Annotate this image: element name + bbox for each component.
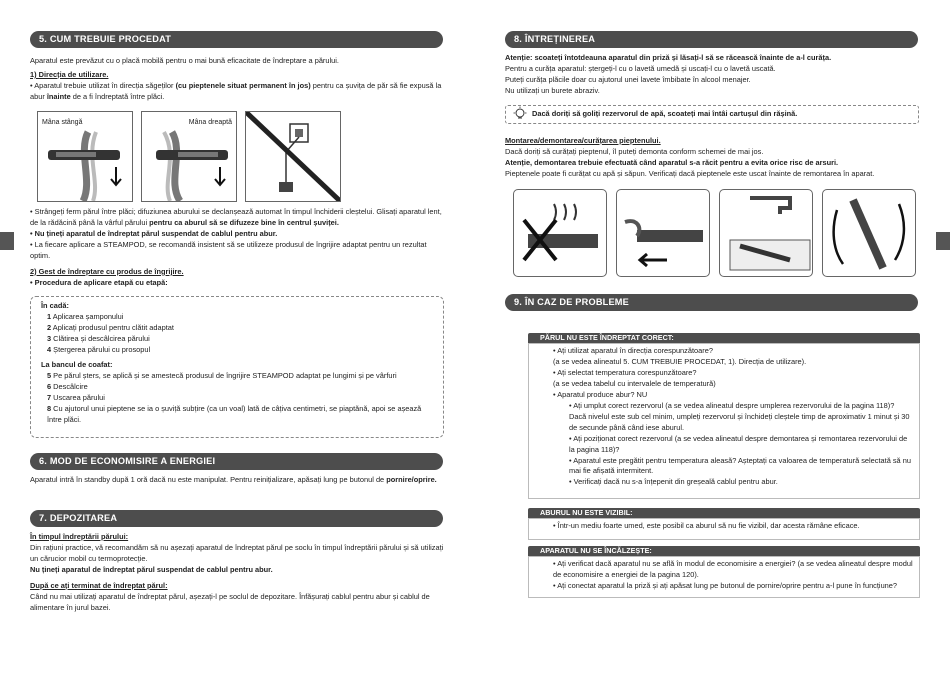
comb-remove-illustration bbox=[617, 190, 709, 276]
comb-reinsert-illustration bbox=[823, 190, 915, 276]
problem-3-box bbox=[528, 556, 920, 598]
problem-check-item: • Ați umplut corect rezervorul (a se vedea alineatul despre umplerea rezervorului de la pagina 118)? Dacă nivelul este sub cel minim, umpleți rezervorul și închideți cleștele timp de aproximativ 1 minut și 30 de secunde până când iese aburul. bbox=[569, 400, 910, 432]
problem-check-item: • Aparatul produce abur? NU bbox=[553, 389, 648, 399]
problem-2-box bbox=[528, 518, 920, 540]
section-5-header: 5. CUM TREBUIE PROCEDAT bbox=[30, 31, 443, 48]
s7-text-2: Când nu mai utilizați aparatul de îndreptat părul, așezați-l pe soclul de depozitare. Înfășurați cablul pentru abur și cablul de alimentare în jurul bazei. bbox=[30, 591, 430, 612]
problem-check-item: • Ați verificat dacă aparatul nu se află în modul de economisire a energiei? (a se vedea alineatul despre modul de economisire a energiei de la pagina 120). bbox=[553, 559, 913, 579]
procedure-step: 4 Ștergerea părului cu prosopul bbox=[47, 344, 151, 354]
tip-box bbox=[505, 105, 919, 124]
procedure-step: 8 Cu ajutorul unui pieptene se ia o șuviță subțire (ca un voal) lată de câțiva centimetri, se piaptănă, apoi se așează între plăci. bbox=[47, 403, 422, 424]
section-6-header: 6. MOD DE ECONOMISIRE A ENERGIEI bbox=[30, 453, 443, 470]
section-5-body bbox=[30, 56, 444, 103]
problem-3-title: APARATUL NU SE ÎNCĂLZEȘTE: bbox=[528, 546, 920, 556]
cada-title: În cadă: bbox=[41, 301, 69, 310]
section-8-body bbox=[505, 53, 919, 97]
section-9-header: 9. ÎN CAZ DE PROBLEME bbox=[505, 294, 918, 311]
problem-check-item: • Ați selectat temperatura corespunzătoare? bbox=[553, 367, 697, 377]
s8-comb-line-2: Atenție, demontarea trebuie efectuată când aparatul s-a răcit pentru a evita orice risc de arsuri. bbox=[505, 157, 839, 167]
problem-1-box bbox=[528, 343, 920, 499]
bancul-title: La bancul de coafat: bbox=[41, 359, 113, 369]
s7-text-1b: Nu țineți aparatul de îndreptat părul suspendat de cablul pentru abur. bbox=[30, 564, 273, 574]
s7-heading-1: În timpul îndreptării părului: bbox=[30, 532, 129, 541]
bancul-steps-list bbox=[41, 371, 436, 426]
section-6-body bbox=[30, 475, 444, 486]
procedure-step: 3 Clătirea și descâlcirea părului bbox=[47, 333, 150, 343]
page-edge-tab-right bbox=[936, 232, 950, 250]
comb-section bbox=[505, 136, 919, 180]
figure-left-hand-label: Mâna stângă bbox=[42, 119, 83, 126]
problem-3-list bbox=[529, 557, 919, 592]
s8-comb-heading: Montarea/demontarea/curățarea pieptenului. bbox=[505, 136, 661, 145]
procedure-step: 2 Aplicați produsul pentru clătit adaptat bbox=[47, 322, 174, 332]
problem-check-item: • Ați conectat aparatul la priză și ați apăsat lung pe butonul de pornire/oprire pentru a-l pune în funcțiune? bbox=[553, 580, 898, 590]
figure-comb-cleaning-2 bbox=[616, 189, 710, 277]
figure-left-hand bbox=[37, 111, 133, 202]
s6-text: Aparatul intră în standby după 1 oră dacă nu este manipulat. Pentru reinițializare, apăsați lung pe butonul de pornire/oprire. bbox=[30, 475, 437, 484]
problem-check-item: • Aparatul este pregătit pentru temperatura aleasă? Așteptați ca valoarea de temperatură selectată să nu mai fie afișată intermitent. bbox=[569, 455, 911, 476]
problem-1-title: PĂRUL NU ESTE ÎNDREPTAT CORECT: bbox=[528, 333, 920, 343]
procedure-step: 6 Descâlcire bbox=[47, 381, 88, 391]
s5-gest-sub: • Procedura de aplicare etapă cu etapă: bbox=[30, 277, 168, 287]
procedure-step: 5 Pe părul șters, se aplică și se amestecă produsul de îngrijire STEAMPOD adaptat pe lungimi și pe vârfuri bbox=[47, 370, 397, 380]
procedure-box bbox=[30, 296, 444, 438]
cada-steps-list bbox=[41, 312, 436, 356]
s5-instruction-3: • La fiecare aplicare a STEAMPOD, se recomandă insistent să se utilizeze produsul de îngrijire adaptat pentru un rezultat optim. bbox=[30, 239, 427, 260]
procedure-step: 1 Aplicarea șamponului bbox=[47, 311, 124, 321]
problem-2-list bbox=[529, 519, 919, 532]
s5-direction-heading: 1) Direcția de utilizare. bbox=[30, 69, 109, 79]
s8-line-1: Pentru a curăța aparatul: ștergeți-l cu o lavetă umedă și uscați-l cu o lavetă uscată. bbox=[505, 63, 776, 73]
s7-text-1: Din rațiuni practice, vă recomandăm să nu așezați aparatul de îndreptat părul pe soclu în timpul îndreptării părului și să utilizați un cărucior mobil cu termoprotecție. bbox=[30, 542, 444, 563]
s7-heading-2: După ce ați terminat de îndreptat părul: bbox=[30, 580, 168, 590]
lightbulb-icon bbox=[512, 106, 528, 122]
s8-line-3: Nu utilizați un burete abraziv. bbox=[505, 85, 600, 95]
figure-no-hanging-cable bbox=[245, 111, 341, 202]
section-7-body bbox=[30, 532, 444, 614]
page-edge-tab-left bbox=[0, 232, 14, 250]
s8-line-2: Puteți curăța plăcile doar cu ajutorul unei lavete îmbibate în alcool menajer. bbox=[505, 74, 751, 84]
comb-wash-illustration bbox=[720, 190, 812, 276]
s5-direction-text: • Aparatul trebuie utilizat în direcția săgeților (cu pieptenele situat permanent în jos) pentru ca șuvița de păr să fie expusă la abur înainte de a fi îndreptată între plăci. bbox=[30, 80, 442, 101]
s5-instruction-1: • Strângeți ferm părul între plăci; difuziunea aburului se declanșează automat în timpul închiderii cleștelui. Glisați aparatul lent, de la rădăcină până la vârful părului pentru ca aburul să se difuzeze bine în centrul șuviței. bbox=[30, 207, 442, 227]
s5-intro: Aparatul este prevăzut cu o placă mobilă pentru o mai bună eficacitate de îndreptare a părului. bbox=[30, 56, 339, 65]
comb-no-heat-illustration bbox=[514, 190, 606, 276]
s8-comb-line-1: Dacă doriți să curățați pieptenul, îl puteți demonta conform schemei de mai jos. bbox=[505, 146, 764, 156]
hanging-cable-prohibited-illustration bbox=[246, 112, 340, 201]
figure-right-hand-label: Mâna dreaptă bbox=[188, 119, 232, 126]
problem-check-item: • Ați poziționat corect rezervorul (a se vedea alineatul despre demontarea și remontarea rezervorului de la pagina 118)? bbox=[569, 433, 908, 454]
problem-check-item: • Verificați dacă nu s-a înțepenit din greșeală cablul pentru abur. bbox=[569, 477, 778, 487]
procedure-step: 7 Uscarea părului bbox=[47, 392, 105, 402]
section-7-header: 7. DEPOZITAREA bbox=[30, 510, 443, 527]
problem-check-item: • Ați utilizat aparatul în direcția corespunzătoare? bbox=[553, 346, 713, 355]
figure-comb-cleaning-4 bbox=[822, 189, 916, 277]
problem-1-list bbox=[529, 344, 919, 488]
s8-warning: Atenție: scoateți întotdeauna aparatul din priză și lăsați-l să se răcească înainte de a-l curăța. bbox=[505, 53, 832, 62]
problem-check-item: • Într-un mediu foarte umed, este posibil ca aburul să nu fie vizibil, dar acesta rămâne eficace. bbox=[553, 521, 860, 530]
tip-text: Dacă doriți să goliți rezervorul de apă, scoateți mai întâi cartușul din rășină. bbox=[532, 109, 798, 118]
figure-comb-cleaning-3 bbox=[719, 189, 813, 277]
figure-right-hand bbox=[141, 111, 237, 202]
s5-gest-heading: 2) Gest de îndreptare cu produs de îngrijire. bbox=[30, 266, 184, 276]
s8-comb-line-3: Pieptenele poate fi curățat cu apă și săpun. Verificați dacă pieptenele este uscat înainte de remontarea în aparat. bbox=[505, 168, 875, 178]
s5-instruction-2: • Nu țineți aparatul de îndreptat părul suspendat de cablul pentru abur. bbox=[30, 228, 278, 238]
section-8-header: 8. ÎNTREȚINEREA bbox=[505, 31, 918, 48]
section-5-instructions bbox=[30, 207, 444, 289]
problem-check-item: (a se vedea alineatul 5. CUM TREBUIE PROCEDAT, 1). Direcția de utilizare). bbox=[553, 356, 807, 366]
figure-comb-cleaning-1 bbox=[513, 189, 607, 277]
problem-2-title: ABURUL NU ESTE VIZIBIL: bbox=[528, 508, 920, 518]
problem-check-item: (a se vedea tabelul cu intervalele de temperatură) bbox=[553, 378, 716, 388]
